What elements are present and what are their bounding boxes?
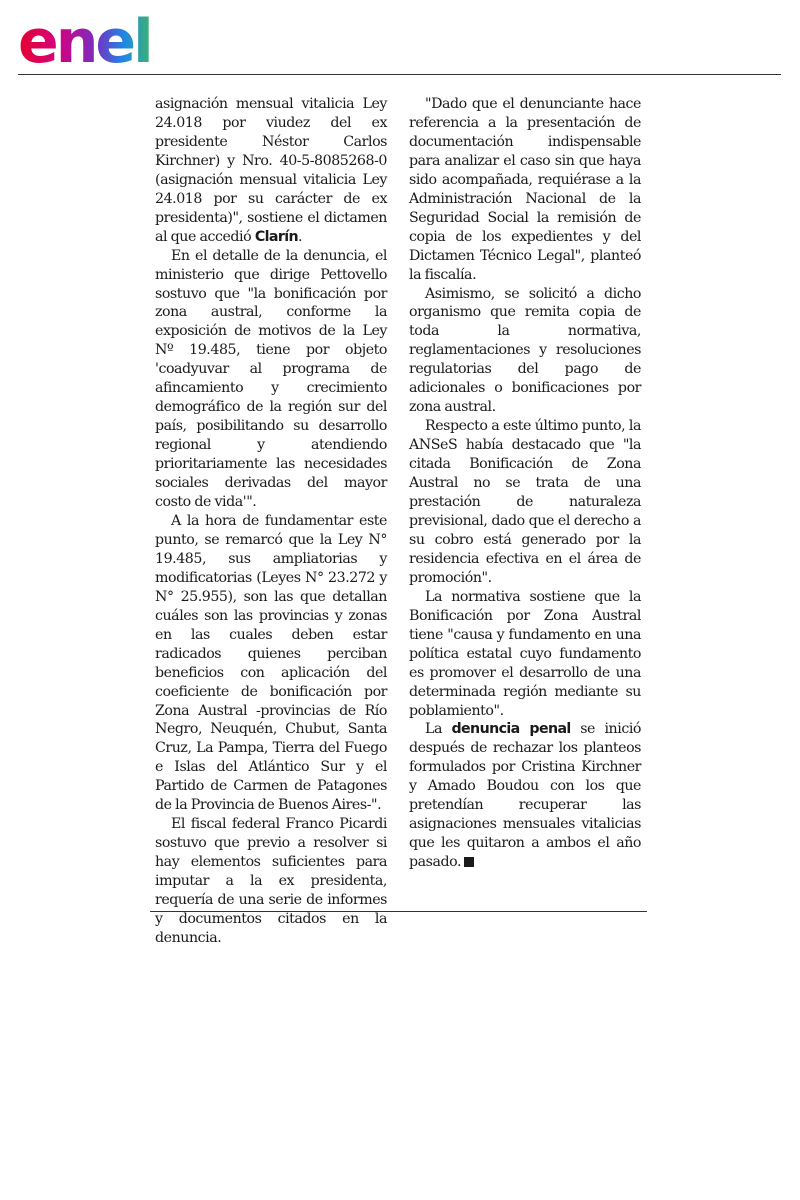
svg-text:enel: enel	[18, 8, 151, 70]
end-of-article-mark	[464, 857, 474, 867]
paragraph: asignación mensual vitalicia Ley 24.018 por viudez del ex presidente Néstor Carlos Kirchner) y Nro. 40-5-8085268-0 (asignación mensual vitalicia Ley 24.018 por su carácter de ex presidenta)", sostiene el dictamen al que accedió Clarín.	[155, 96, 387, 245]
paragraph: A la hora de fundamentar este punto, se remarcó que la Ley N° 19.485, sus ampliatorias y modificatorias (Leyes N° 23.272 y N° 25.955), son las que detallan cuáles son las provincias y zonas en las cuales deben estar radicados quienes perciban beneficios con aplicación del coeficiente de bonificación por Zona Austral -provincias de Río Negro, Neuquén, Chubut, Santa Cruz, La Pampa, Tierra del Fuego e Islas del Atlántico Sur y el Partido de Carmen de Patagones de la Provincia de Buenos Aires-".	[155, 512, 387, 814]
footer-divider	[150, 911, 647, 912]
paragraph: El fiscal federal Franco Picardi sostuvo que previo a resolver si hay elementos suficientes para imputar a la ex presidenta, requería de una serie de informes y documentos citados en la denuncia.	[155, 816, 387, 946]
paragraph: En el detalle de la denuncia, el ministerio que dirige Pettovello sostuvo que "la bonificación por zona austral, conforme la exposición de motivos de la Ley Nº 19.485, tiene por objeto 'coadyuvar al programa de afincamiento y crecimiento demográfico de la región sur del país, posibilitando su desarrollo regional y atendiendo prioritariamente las necesidades sociales derivadas del mayor costo de vida'".	[155, 247, 387, 511]
paragraph: La normativa sostiene que la Bonificación por Zona Austral tiene "causa y fundamento en una política estatal cuyo fundamento es promover el desarrollo de una determinada región mediante su poblamiento".	[409, 588, 641, 719]
header-divider	[18, 74, 781, 75]
paragraph: La denuncia penal se inició después de rechazar los planteos formulados por Cristina Kirchner y Amado Boudou con los que pretendían recuperar las asignaciones mensuales vitalicias que les quitaron a ambos el año pasado.	[409, 721, 642, 871]
paragraph: Respecto a este último punto, la ANSeS había destacado que "la citada Bonificación de Zona Austral no se trata de una prestación de naturaleza previsional, dado que el derecho a su cobro está generado por la residencia efectiva en el área de promoción".	[409, 418, 641, 586]
article-column-left	[155, 95, 387, 948]
enel-logo	[16, 8, 176, 70]
paragraph: "Dado que el denunciante hace referencia a la presentación de documentación indispensable para analizar el caso sin que haya sido acompañada, requiérase a la Administración Nacional de la Seguridad Social la remisión de copia de los expedientes y del Dictamen Técnico Legal", planteó la fiscalía.	[409, 96, 641, 283]
article-column-right	[409, 95, 641, 872]
paragraph: Asimismo, se solicitó a dicho organismo que remita copia de toda la normativa, reglamentaciones y resoluciones regulatorias del pago de adicionales o bonificaciones por zona austral.	[409, 285, 641, 416]
